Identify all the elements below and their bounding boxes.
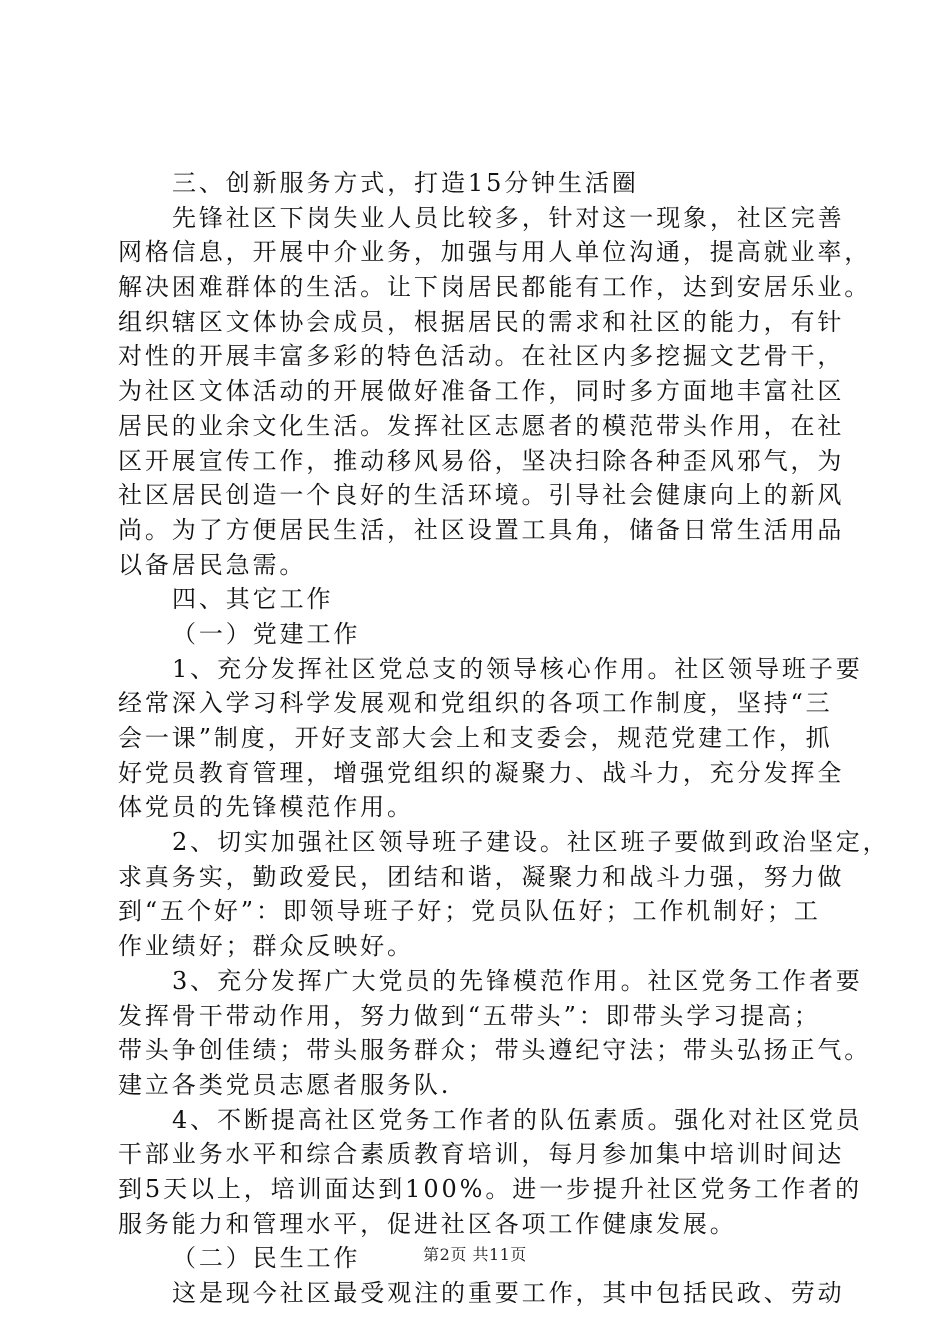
- text-line: 组织辖区文体协会成员，根据居民的需求和社区的能力，有针: [118, 307, 845, 336]
- text-line: 先锋社区下岗失业人员比较多，针对这一现象，社区完善: [172, 203, 845, 232]
- text-line: 为社区文体活动的开展做好准备工作，同时多方面地丰富社区: [118, 377, 845, 406]
- text-line: 对性的开展丰富多彩的特色活动。在社区内多挖掘文艺骨干，: [118, 342, 845, 371]
- text-line: 四、其它工作: [172, 585, 334, 614]
- text-line: 三、创新服务方式，打造15分钟生活圈: [172, 169, 639, 197]
- page-footer: 第2页 共11页: [423, 1245, 527, 1264]
- text-line: 到5天以上，培训面达到100%。进一步提升社区党务工作者的: [118, 1174, 862, 1203]
- text-line: 区开展宣传工作，推动移风易俗，坚决扫除各种歪风邪气，为: [118, 446, 845, 475]
- text-line: 解决困难群体的生活。让下岗居民都能有工作，达到安居乐业。: [118, 273, 872, 302]
- text-line: 社区居民创造一个良好的生活环境。引导社会健康向上的新风: [118, 481, 845, 510]
- text-line: 干部业务水平和综合素质教育培训，每月参加集中培训时间达: [118, 1140, 845, 1169]
- document-body: [118, 166, 890, 1311]
- text-line: 发挥骨干带动作用，努力做到“五带头”：即带头学习提高；: [118, 1001, 821, 1030]
- text-line: 会一课”制度，开好支部大会上和支委会，规范党建工作，抓: [118, 724, 833, 752]
- text-line: 求真务实，勤政爱民，团结和谐，凝聚力和战斗力强，努力做: [118, 862, 845, 891]
- text-line: 尚。为了方便居民生活，社区设置工具角，储备日常生活用品: [118, 515, 845, 544]
- text-line: 网格信息，开展中介业务，加强与用人单位沟通，提高就业率，: [118, 238, 872, 267]
- text-line: 居民的业余文化生活。发挥社区志愿者的模范带头作用，在社: [118, 411, 845, 440]
- text-line: 服务能力和管理水平，促进社区各项工作健康发展。: [118, 1209, 737, 1238]
- text-line: （一）党建工作: [172, 619, 361, 648]
- text-line: 2、切实加强社区领导班子建设。社区班子要做到政治坚定，: [172, 828, 890, 857]
- text-line: 4、不断提高社区党务工作者的队伍素质。强化对社区党员: [172, 1105, 863, 1134]
- text-line: 作业绩好；群众反映好。: [118, 932, 414, 961]
- text-line: 3、充分发挥广大党员的先锋模范作用。社区党务工作者要: [172, 966, 863, 995]
- text-line: 这是现今社区最受观注的重要工作，其中包括民政、劳动: [172, 1279, 845, 1307]
- text-line: 1、充分发挥社区党总支的领导核心作用。社区领导班子要: [172, 654, 863, 683]
- text-line: 以备居民急需。: [118, 550, 307, 579]
- text-line: 好党员教育管理，增强党组织的凝聚力、战斗力，充分发挥全: [118, 758, 845, 787]
- text-line: 体党员的先锋模范作用。: [118, 793, 414, 822]
- text-line: 到“五个好”：即领导班子好；党员队伍好；工作机制好；工: [118, 897, 821, 926]
- text-line: 建立各类党员志愿者服务队.: [118, 1070, 452, 1099]
- text-line: （二）民生工作: [172, 1244, 361, 1273]
- text-line: 经常深入学习科学发展观和党组织的各项工作制度，坚持“三: [118, 689, 833, 718]
- text-line: 带头争创佳绩；带头服务群众；带头遵纪守法；带头弘扬正气。: [118, 1036, 872, 1065]
